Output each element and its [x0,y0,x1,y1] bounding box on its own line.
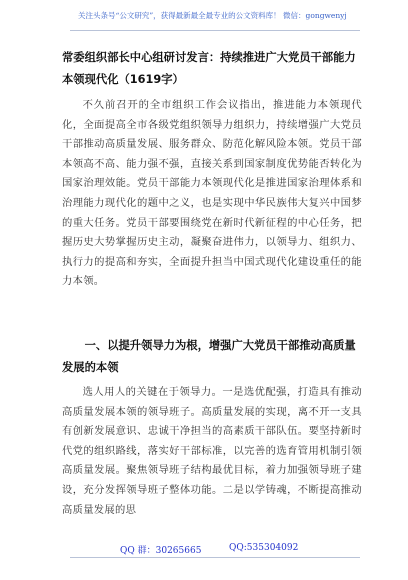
header-notice: 关注头条号“公文研究”，获得最新最全最专业的公文资料库！ 微信：gongwenyj [78,11,347,20]
document-title: 常委组织部长中心组研讨发言：持续推进广大党员干部能力本领现代化（1619字） [62,51,356,86]
header-divider [70,30,360,31]
section-heading-1: 一、以提升领导力为根，增强广大党员干部推动高质量发展的本领 [62,339,356,374]
footer-qq: QQ:535304092 [229,543,299,553]
footer-qq-group: QQ 群：30265665 [120,546,202,556]
paragraph-2: 选人用人的关键在于领导力。一是选优配强，打造具有推动高质量发展本领的领导班子。高质量发展的实现，离不开一支具有创新发展意识、忠诚干净担当的高素质干部队伍。要坚持新时代党的组织路线，落实好干部标准，以完善的选育管用机制引领高质量发展。聚焦领导班子结构最优目标，着力加强领导班子建设，充分发挥领导班子整体功能。二是以学铸魂，不断提高推动高质量发展的思 [62,386,362,516]
paragraph-1: 不久前召开的全市组织工作会议指出，推进能力本领现代化，全面提高全市各级党组织领导力组织力，持续增强广大党员干部推动高质量发展、服务群众、防范化解风险本领。党员干部本领高不高、能力强不强，直接关系到国家制度优势能否转化为国家治理效能。党员干部能力本领现代化是推进国家治理体系和治理能力现代化的题中之义，也是实现中华民族伟大复兴中国梦的重大任务。党员干部要围绕党在新时代新征程的中心任务，把握历史大势掌握历史主动，凝聚奋进伟力，以领导力、组织力、执行力的提高和夯实，全面提升担当中国式现代化建设重任的能力本领。 [62,99,362,288]
footer-divider [70,557,360,558]
